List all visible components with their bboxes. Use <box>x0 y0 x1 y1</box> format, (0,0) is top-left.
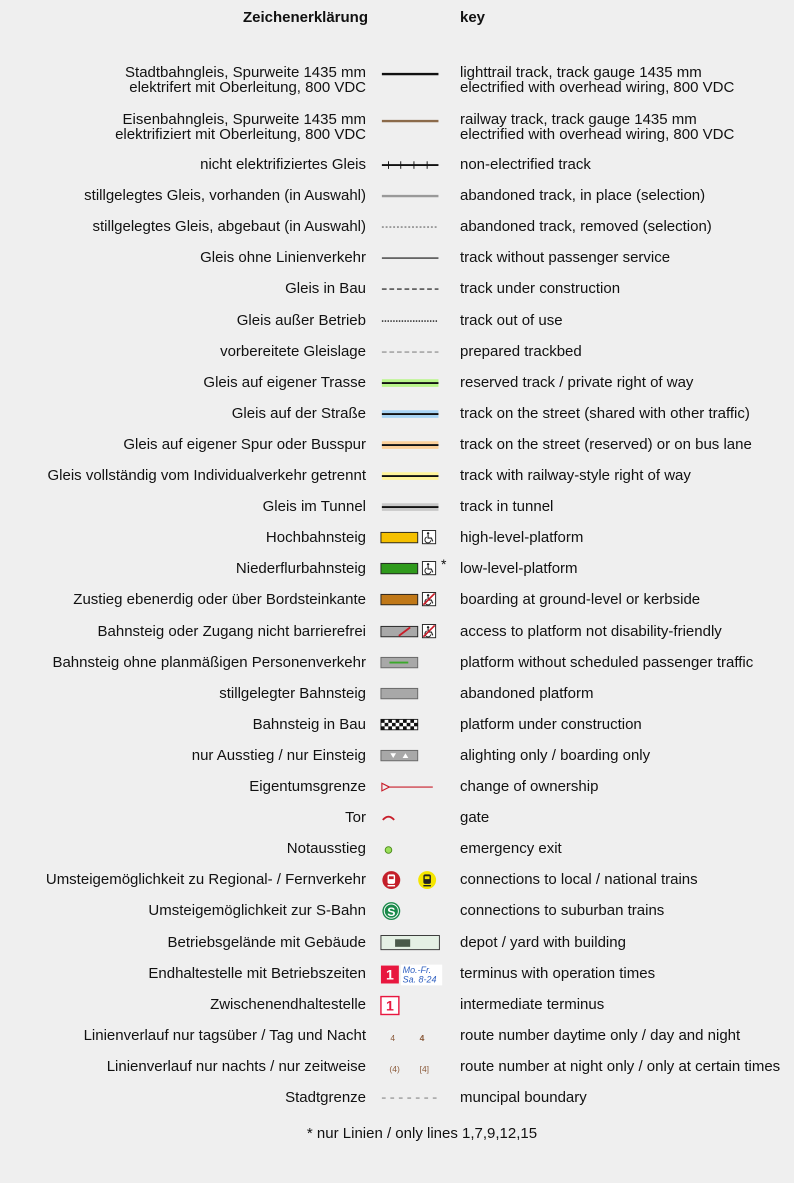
legend-symbol <box>380 1026 446 1048</box>
label-german: Bahnsteig in Bau <box>252 715 366 733</box>
label-german: Stadtgrenze <box>285 1089 366 1106</box>
svg-text:(4): (4) <box>389 1063 400 1074</box>
label-german: Betriebsgelände mit Gebäude <box>167 933 366 951</box>
label-english: abandoned track, removed (selection) <box>460 218 712 236</box>
operation-hours: Sa. 8-24 <box>402 974 437 985</box>
terminus-number: 1 <box>385 966 394 983</box>
label-english-line: lighttrail track, track gauge 1435 mm <box>460 64 702 81</box>
wheelchair-icon <box>422 562 435 575</box>
label-english: non-electrified track <box>460 156 591 173</box>
label-german: stillgelegter Bahnsteig <box>219 684 366 702</box>
footnote: * nur Linien / only lines 1,7,9,12,15 <box>306 1125 538 1142</box>
legend-symbol <box>380 497 446 519</box>
legend-symbol <box>380 1057 446 1079</box>
legend-symbol <box>380 155 446 177</box>
label-german: Bahnsteig ohne planmäßigen Personenverkehr <box>52 653 366 671</box>
label-english: platform under construction <box>460 715 642 733</box>
label-german: Gleis in Bau <box>285 280 366 298</box>
emergency-exit-icon <box>385 847 392 854</box>
label-german-line: Eisenbahngleis, Spurweite 1435 mm <box>122 111 366 128</box>
label-english: abandoned track, in place (selection) <box>460 187 706 205</box>
legend-symbol <box>380 746 446 768</box>
label-german: Gleis auf der Straße <box>231 404 366 422</box>
no-wheelchair-icon <box>422 624 435 637</box>
label-english: track under construction <box>460 280 621 298</box>
title-german: Zeichenerklärung <box>242 9 368 26</box>
wheelchair-icon <box>422 531 435 544</box>
label-german: Zustieg ebenerdig oder über Bordsteinkante <box>73 591 366 609</box>
legend-symbol <box>380 279 446 301</box>
legend-symbol <box>380 684 446 706</box>
legend-symbol <box>380 217 446 239</box>
legend-symbol <box>380 964 446 986</box>
label-german-line: elektrifert mit Oberleitung, 800 VDC <box>129 79 366 96</box>
train-icon <box>418 871 436 889</box>
label-german: stillgelegtes Gleis, vorhanden (in Auswahl) <box>84 187 366 205</box>
label-german: Gleis auf eigener Spur oder Busspur <box>123 435 366 453</box>
legend-symbol <box>380 901 446 923</box>
label-english: change of ownership <box>460 778 599 795</box>
label-english-line: electrified with overhead wiring, 800 VDC <box>460 79 735 96</box>
label-german: Linienverlauf nur nachts / nur zeitweise <box>106 1057 366 1075</box>
label-english: platform without scheduled passenger traffic <box>460 653 754 671</box>
label-german: nicht elektrifiziertes Gleis <box>200 156 366 173</box>
legend-symbol <box>380 1088 446 1110</box>
svg-text:S: S <box>387 905 396 920</box>
label-german: Gleis im Tunnel <box>262 498 366 516</box>
svg-text:4: 4 <box>390 1032 396 1043</box>
legend-symbol <box>380 64 446 86</box>
label-german: Umsteigemöglichkeit zu Regional- / Fernverkehr <box>45 871 366 889</box>
label-german: Gleis ohne Linienverkehr <box>200 249 366 267</box>
label-english: access to platform not disability-friendly <box>460 622 722 640</box>
label-english: alighting only / boarding only <box>460 746 651 764</box>
label-english-line: electrified with overhead wiring, 800 VDC <box>460 126 735 143</box>
legend-symbol <box>380 777 446 799</box>
label-english: track in tunnel <box>460 498 554 516</box>
label-english: track on the street (shared with other traffic) <box>460 404 750 422</box>
label-german: Hochbahnsteig <box>265 529 366 547</box>
label-german: Eigentumsgrenze <box>249 778 366 795</box>
label-english: low-level-platform <box>460 560 578 578</box>
legend-symbol <box>380 311 446 333</box>
label-german: Gleis vollständig vom Individualverkehr getrennt <box>47 467 366 484</box>
gate-icon <box>383 817 394 820</box>
legend-symbol <box>380 839 446 861</box>
legend-symbol <box>380 404 446 426</box>
label-english: track out of use <box>460 311 563 329</box>
sbahn-icon <box>382 902 400 920</box>
label-english: prepared trackbed <box>460 342 582 360</box>
no-wheelchair-icon <box>422 593 435 606</box>
legend-symbol <box>380 715 446 737</box>
legend-symbol <box>380 653 446 675</box>
legend-symbol <box>380 373 446 395</box>
label-english: track on the street (reserved) or on bus lane <box>460 435 752 453</box>
label-german: Linienverlauf nur tagsüber / Tag und Nacht <box>83 1026 366 1044</box>
legend-symbol <box>380 933 446 955</box>
legend-symbol <box>380 466 446 488</box>
legend-symbol <box>380 342 446 364</box>
label-english: emergency exit <box>460 840 562 858</box>
svg-text:4: 4 <box>419 1032 425 1043</box>
svg-text:1: 1 <box>385 997 394 1014</box>
legend-symbol <box>380 622 446 644</box>
operation-days: Mo.-Fr. <box>402 964 432 975</box>
label-english: route number daytime only / day and night <box>460 1026 741 1044</box>
label-english: route number at night only / only at certain times <box>460 1057 781 1075</box>
legend-symbol <box>380 111 446 133</box>
label-english: boarding at ground-level or kerbside <box>460 591 701 609</box>
label-english: gate <box>460 809 490 827</box>
label-english: connections to suburban trains <box>460 902 665 920</box>
label-english: abandoned platform <box>460 684 594 702</box>
label-german: stillgelegtes Gleis, abgebaut (in Auswahl) <box>92 218 366 236</box>
label-english: muncipal boundary <box>460 1089 587 1106</box>
train-icon <box>382 871 400 889</box>
legend-symbol <box>380 528 446 550</box>
label-german: Endhaltestelle mit Betriebszeiten <box>148 964 366 982</box>
label-english-line: railway track, track gauge 1435 mm <box>460 111 697 128</box>
label-english: connections to local / national trains <box>460 871 698 889</box>
label-german: Umsteigemöglichkeit zur S-Bahn <box>148 902 366 920</box>
label-german-line: elektrifiziert mit Oberleitung, 800 VDC <box>115 126 366 143</box>
footnote-marker: * <box>441 556 447 573</box>
legend-symbol <box>380 186 446 208</box>
label-german <box>125 65 366 95</box>
label-german <box>115 112 366 142</box>
legend-symbol <box>380 435 446 457</box>
label-german: Gleis auf eigener Trasse <box>203 373 366 391</box>
label-english: reserved track / private right of way <box>460 373 694 391</box>
label-german: vorbereitete Gleislage <box>220 342 366 360</box>
label-german: Bahnsteig oder Zugang nicht barrierefrei <box>97 622 366 640</box>
label-english: track with railway-style right of way <box>460 467 691 484</box>
legend-symbol <box>380 248 446 270</box>
label-german: nur Ausstieg / nur Einsteig <box>191 746 366 764</box>
label-english: intermediate terminus <box>460 995 605 1013</box>
svg-text:[4]: [4] <box>419 1063 430 1074</box>
legend-symbol <box>380 559 446 581</box>
label-german: Notausstieg <box>286 840 366 858</box>
legend-symbol <box>380 590 446 612</box>
legend-symbol <box>380 870 446 892</box>
label-english: terminus with operation times <box>460 964 656 982</box>
legend-symbol <box>380 808 446 830</box>
label-german: Niederflurbahnsteig <box>235 560 366 578</box>
label-english: high-level-platform <box>460 529 584 547</box>
label-english <box>460 65 734 95</box>
label-english <box>460 112 734 142</box>
legend-symbol <box>380 995 446 1017</box>
label-english: track without passenger service <box>460 249 671 267</box>
label-english: depot / yard with building <box>460 933 626 951</box>
label-german: Gleis außer Betrieb <box>236 311 366 329</box>
label-german: Tor <box>345 809 366 827</box>
label-german: Zwischenendhaltestelle <box>210 995 366 1013</box>
label-german-line: Stadtbahngleis, Spurweite 1435 mm <box>125 64 366 81</box>
title-english: key <box>460 9 486 26</box>
